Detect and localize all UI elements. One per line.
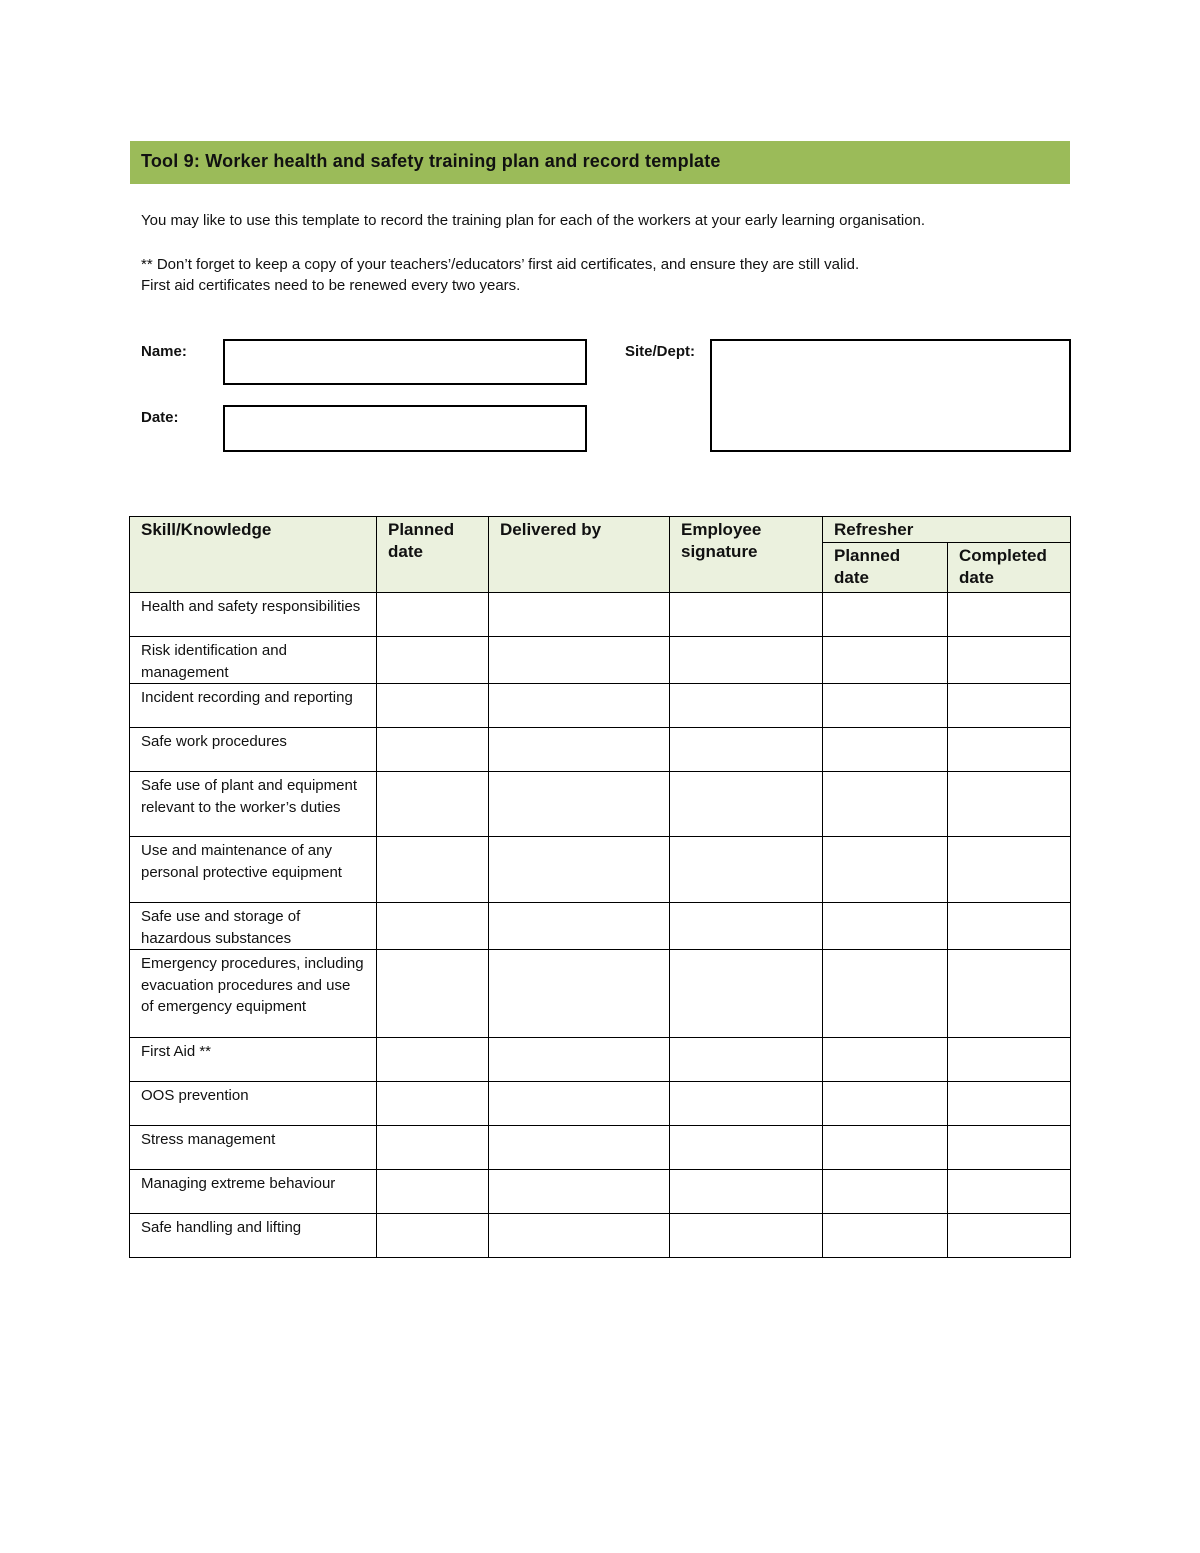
skill-cell: Safe handling and lifting xyxy=(130,1214,377,1258)
delivered-by-cell[interactable] xyxy=(489,1214,670,1258)
signature-cell[interactable] xyxy=(670,1214,823,1258)
site-dept-field[interactable] xyxy=(710,339,1071,452)
note-line-1: ** Don’t forget to keep a copy of your teachers’/educators’ first aid certificates, and ensure they are still valid. xyxy=(141,256,860,273)
delivered-by-cell[interactable] xyxy=(489,637,670,684)
signature-cell[interactable] xyxy=(670,684,823,728)
first-aid-note xyxy=(141,254,859,296)
delivered-by-cell[interactable] xyxy=(489,593,670,637)
skill-cell: Safe use of plant and equipment relevant to the worker’s duties xyxy=(130,772,377,837)
header-delivered-by: Delivered by xyxy=(489,517,670,593)
signature-cell[interactable] xyxy=(670,837,823,903)
refresher-completed-cell[interactable] xyxy=(948,1214,1071,1258)
refresher-planned-cell[interactable] xyxy=(823,1214,948,1258)
signature-cell[interactable] xyxy=(670,772,823,837)
skill-cell: Health and safety responsibilities xyxy=(130,593,377,637)
planned-date-cell[interactable] xyxy=(377,950,489,1038)
header-refresher-completed: Completed date xyxy=(948,543,1071,593)
refresher-completed-cell[interactable] xyxy=(948,903,1071,950)
skill-cell: Safe work procedures xyxy=(130,728,377,772)
table-row xyxy=(130,903,1071,950)
signature-cell[interactable] xyxy=(670,593,823,637)
refresher-completed-cell[interactable] xyxy=(948,772,1071,837)
skill-cell: First Aid ** xyxy=(130,1038,377,1082)
table-row xyxy=(130,837,1071,903)
refresher-planned-cell[interactable] xyxy=(823,593,948,637)
header-refresher-planned: Planned date xyxy=(823,543,948,593)
planned-date-cell[interactable] xyxy=(377,684,489,728)
header-skill: Skill/Knowledge xyxy=(130,517,377,593)
table-row xyxy=(130,1170,1071,1214)
delivered-by-cell[interactable] xyxy=(489,684,670,728)
refresher-completed-cell[interactable] xyxy=(948,1170,1071,1214)
planned-date-cell[interactable] xyxy=(377,1170,489,1214)
signature-cell[interactable] xyxy=(670,903,823,950)
planned-date-cell[interactable] xyxy=(377,637,489,684)
delivered-by-cell[interactable] xyxy=(489,1082,670,1126)
refresher-completed-cell[interactable] xyxy=(948,950,1071,1038)
planned-date-cell[interactable] xyxy=(377,1082,489,1126)
refresher-completed-cell[interactable] xyxy=(948,593,1071,637)
refresher-planned-cell[interactable] xyxy=(823,1126,948,1170)
name-label: Name: xyxy=(141,343,187,360)
signature-cell[interactable] xyxy=(670,1082,823,1126)
signature-cell[interactable] xyxy=(670,1038,823,1082)
table-row xyxy=(130,637,1071,684)
delivered-by-cell[interactable] xyxy=(489,728,670,772)
refresher-planned-cell[interactable] xyxy=(823,1170,948,1214)
table-body xyxy=(130,593,1071,1258)
delivered-by-cell[interactable] xyxy=(489,1170,670,1214)
training-record-table xyxy=(129,516,1071,1258)
date-field[interactable] xyxy=(223,405,587,452)
page-title: Tool 9: Worker health and safety training plan and record template xyxy=(130,141,1070,184)
refresher-completed-cell[interactable] xyxy=(948,1126,1071,1170)
table-row xyxy=(130,593,1071,637)
planned-date-cell[interactable] xyxy=(377,772,489,837)
refresher-completed-cell[interactable] xyxy=(948,837,1071,903)
refresher-completed-cell[interactable] xyxy=(948,637,1071,684)
table-row xyxy=(130,684,1071,728)
signature-cell[interactable] xyxy=(670,1126,823,1170)
refresher-planned-cell[interactable] xyxy=(823,728,948,772)
delivered-by-cell[interactable] xyxy=(489,903,670,950)
refresher-planned-cell[interactable] xyxy=(823,637,948,684)
planned-date-cell[interactable] xyxy=(377,728,489,772)
header-planned-date: Planned date xyxy=(377,517,489,593)
table-row xyxy=(130,1038,1071,1082)
table-row xyxy=(130,1126,1071,1170)
table-row xyxy=(130,728,1071,772)
skill-cell: Emergency procedures, including evacuation procedures and use of emergency equipment xyxy=(130,950,377,1038)
signature-cell[interactable] xyxy=(670,637,823,684)
site-dept-label: Site/Dept: xyxy=(625,343,696,360)
skill-cell: Managing extreme behaviour xyxy=(130,1170,377,1214)
skill-cell: Incident recording and reporting xyxy=(130,684,377,728)
delivered-by-cell[interactable] xyxy=(489,1126,670,1170)
refresher-completed-cell[interactable] xyxy=(948,1082,1071,1126)
skill-cell: Safe use and storage of hazardous substances xyxy=(130,903,377,950)
delivered-by-cell[interactable] xyxy=(489,837,670,903)
refresher-planned-cell[interactable] xyxy=(823,950,948,1038)
planned-date-cell[interactable] xyxy=(377,1214,489,1258)
header-employee-signature: Employee signature xyxy=(670,517,823,593)
note-line-2: First aid certificates need to be renewed every two years. xyxy=(141,277,521,294)
refresher-planned-cell[interactable] xyxy=(823,903,948,950)
table-row xyxy=(130,772,1071,837)
table-row xyxy=(130,1082,1071,1126)
refresher-planned-cell[interactable] xyxy=(823,1038,948,1082)
refresher-completed-cell[interactable] xyxy=(948,728,1071,772)
header-refresher: Refresher xyxy=(823,517,1071,543)
refresher-planned-cell[interactable] xyxy=(823,684,948,728)
delivered-by-cell[interactable] xyxy=(489,950,670,1038)
planned-date-cell[interactable] xyxy=(377,593,489,637)
planned-date-cell[interactable] xyxy=(377,837,489,903)
skill-cell: OOS prevention xyxy=(130,1082,377,1126)
signature-cell[interactable] xyxy=(670,728,823,772)
date-label: Date: xyxy=(141,409,179,426)
signature-cell[interactable] xyxy=(670,1170,823,1214)
signature-cell[interactable] xyxy=(670,950,823,1038)
refresher-planned-cell[interactable] xyxy=(823,1082,948,1126)
planned-date-cell[interactable] xyxy=(377,903,489,950)
refresher-planned-cell[interactable] xyxy=(823,772,948,837)
refresher-completed-cell[interactable] xyxy=(948,1038,1071,1082)
delivered-by-cell[interactable] xyxy=(489,1038,670,1082)
skill-cell: Stress management xyxy=(130,1126,377,1170)
refresher-planned-cell[interactable] xyxy=(823,837,948,903)
planned-date-cell[interactable] xyxy=(377,1126,489,1170)
delivered-by-cell[interactable] xyxy=(489,772,670,837)
skill-cell: Risk identification and management xyxy=(130,637,377,684)
table-row xyxy=(130,950,1071,1038)
skill-cell: Use and maintenance of any personal protective equipment xyxy=(130,837,377,903)
refresher-completed-cell[interactable] xyxy=(948,684,1071,728)
intro-text: You may like to use this template to record the training plan for each of the workers at your early learning organisation. xyxy=(141,212,926,229)
table-row xyxy=(130,1214,1071,1258)
planned-date-cell[interactable] xyxy=(377,1038,489,1082)
name-field[interactable] xyxy=(223,339,587,385)
